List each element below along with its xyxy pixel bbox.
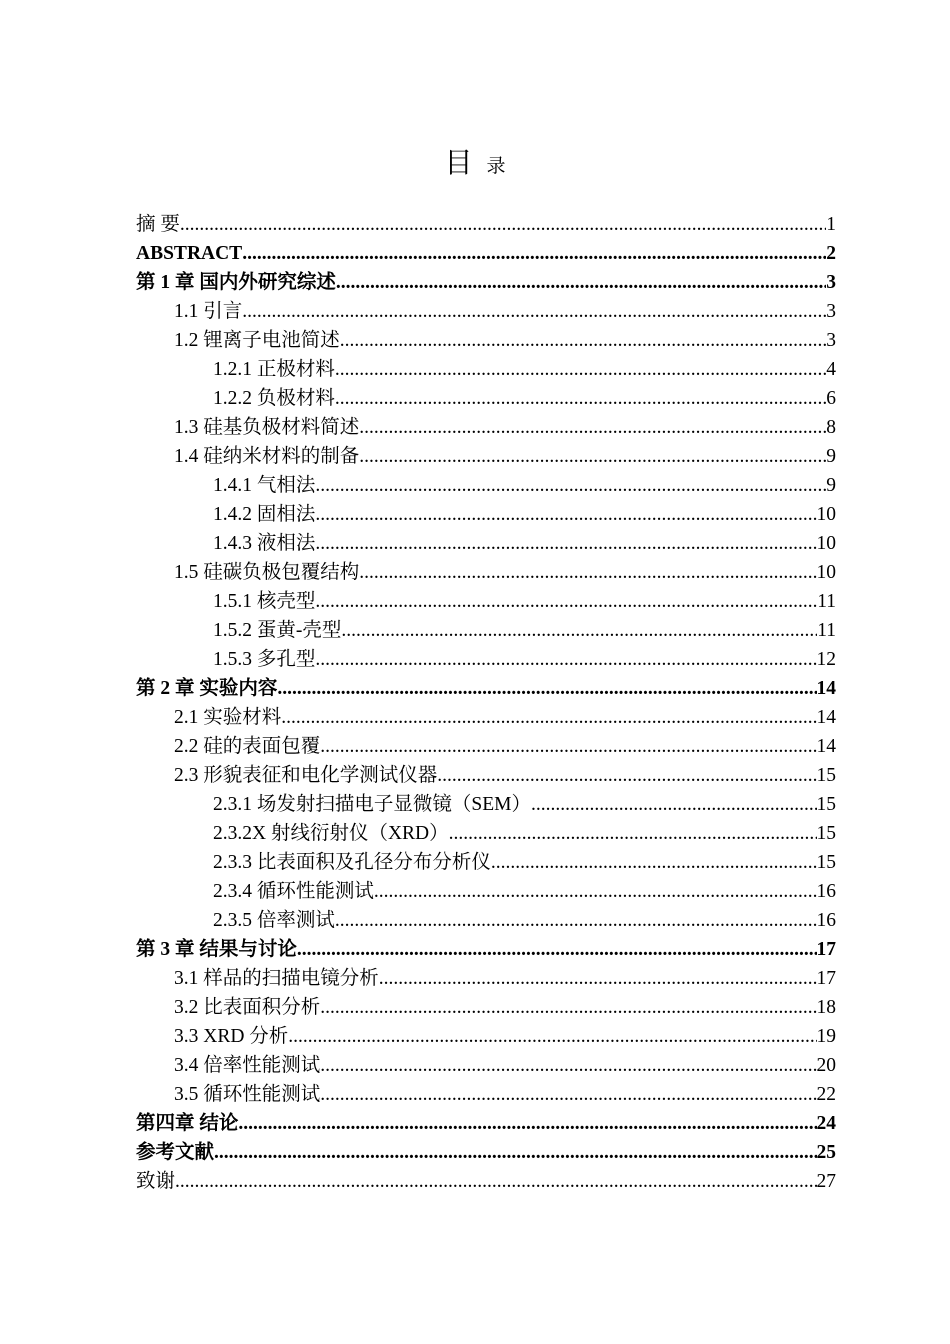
- toc-dot-leader: [315, 471, 826, 500]
- toc-entry-label: 2.3.4 循环性能测试: [213, 881, 374, 902]
- toc-dot-leader: [531, 790, 817, 819]
- toc-entry-page: 16: [816, 910, 836, 931]
- toc-entry-page: 10: [816, 504, 836, 525]
- toc-entry[interactable]: [136, 384, 836, 413]
- toc-entry-label: 2.3.2X 射线衍射仪（XRD）: [213, 823, 449, 844]
- toc-entry-page: 15: [816, 852, 836, 873]
- toc-entry-label: 第 2 章 实验内容: [136, 678, 278, 699]
- toc-entry[interactable]: [136, 1109, 836, 1138]
- toc-entry-label: ABSTRACT: [136, 243, 243, 264]
- toc-entry[interactable]: [136, 993, 836, 1022]
- toc-entry[interactable]: [136, 413, 836, 442]
- toc-entry[interactable]: [136, 1138, 836, 1167]
- toc-entry-page: 9: [826, 446, 836, 467]
- toc-entry-page: 8: [826, 417, 836, 438]
- toc-entry-label: 1.1 引言: [174, 301, 243, 322]
- toc-entry[interactable]: [136, 790, 836, 819]
- toc-entry-label: 3.2 比表面积分析: [174, 997, 321, 1018]
- toc-entry[interactable]: [136, 529, 836, 558]
- toc-entry-page: 14: [816, 678, 836, 699]
- toc-dot-leader: [335, 355, 826, 384]
- toc-entry[interactable]: [136, 268, 836, 297]
- toc-entry-page: 14: [816, 707, 836, 728]
- toc-entry-label: 1.4.3 液相法: [213, 533, 316, 554]
- toc-title-sub: 录: [486, 156, 506, 177]
- toc-entry[interactable]: [136, 587, 836, 616]
- toc-entry[interactable]: [136, 239, 836, 268]
- toc-entry[interactable]: [136, 877, 836, 906]
- toc-title: [0, 146, 950, 185]
- toc-entry[interactable]: [136, 471, 836, 500]
- toc-entry-label: 2.3.3 比表面积及孔径分布分析仪: [213, 852, 491, 873]
- toc-entry-page: 17: [816, 939, 836, 960]
- toc-entry-label: 1.4 硅纳米材料的制备: [174, 446, 360, 467]
- toc-entry-label: 1.3 硅基负极材料简述: [174, 417, 360, 438]
- toc-dot-leader: [315, 529, 816, 558]
- toc-entry-page: 14: [816, 736, 836, 757]
- toc-dot-leader: [359, 558, 816, 587]
- toc-dot-leader: [175, 1167, 816, 1196]
- toc-dot-leader: [491, 848, 817, 877]
- toc-dot-leader: [277, 674, 816, 703]
- toc-dot-leader: [379, 964, 817, 993]
- toc-entry-page: 16: [816, 881, 836, 902]
- toc-entry-label: 1.5.3 多孔型: [213, 649, 316, 670]
- toc-entry-label: 第 3 章 结果与讨论: [136, 939, 297, 960]
- toc-entry-label: 第四章 结论: [136, 1113, 239, 1134]
- toc-entry-page: 3: [826, 272, 836, 293]
- toc-dot-leader: [242, 239, 826, 268]
- toc-entry[interactable]: [136, 935, 836, 964]
- toc-entry[interactable]: [136, 1022, 836, 1051]
- toc-entry-page: 19: [816, 1026, 836, 1047]
- toc-entry-label: 1.5.2 蛋黄-壳型: [213, 620, 342, 641]
- toc-entry-label: 2.3 形貌表征和电化学测试仪器: [174, 765, 438, 786]
- toc-entry-page: 12: [816, 649, 836, 670]
- toc-dot-leader: [297, 935, 817, 964]
- toc-dot-leader: [242, 297, 826, 326]
- toc-dot-leader: [315, 645, 816, 674]
- toc-entry-label: 摘 要: [136, 214, 180, 235]
- toc-entry-label: 3.5 循环性能测试: [174, 1084, 321, 1105]
- toc-entry-label: 1.2.1 正极材料: [213, 359, 335, 380]
- toc-entry-page: 20: [816, 1055, 836, 1076]
- toc-entry-page: 11: [817, 591, 836, 612]
- toc-dot-leader: [359, 442, 826, 471]
- toc-entry[interactable]: [136, 703, 836, 732]
- toc-dot-leader: [214, 1138, 816, 1167]
- toc-dot-leader: [374, 877, 817, 906]
- toc-entry[interactable]: [136, 355, 836, 384]
- toc-entry[interactable]: [136, 210, 836, 239]
- toc-dot-leader: [238, 1109, 816, 1138]
- toc-entry-page: 6: [826, 388, 836, 409]
- toc-entry[interactable]: [136, 1167, 836, 1196]
- toc-dot-leader: [320, 993, 816, 1022]
- table-of-contents: [136, 210, 836, 1196]
- toc-entry[interactable]: [136, 964, 836, 993]
- toc-entry-label: 1.4.2 固相法: [213, 504, 316, 525]
- toc-entry-page: 2: [826, 243, 836, 264]
- toc-entry-page: 22: [816, 1084, 836, 1105]
- toc-entry-page: 15: [816, 765, 836, 786]
- toc-entry-page: 17: [816, 968, 836, 989]
- toc-dot-leader: [281, 703, 816, 732]
- toc-entry-page: 11: [817, 620, 836, 641]
- toc-entry-page: 27: [816, 1171, 836, 1192]
- toc-entry[interactable]: [136, 819, 836, 848]
- toc-dot-leader: [335, 384, 826, 413]
- toc-entry-page: 15: [816, 794, 836, 815]
- toc-dot-leader: [315, 500, 816, 529]
- toc-entry[interactable]: [136, 500, 836, 529]
- toc-entry-page: 15: [816, 823, 836, 844]
- toc-entry-label: 1.2 锂离子电池简述: [174, 330, 340, 351]
- toc-entry-label: 第 1 章 国内外研究综述: [136, 272, 336, 293]
- toc-entry-page: 10: [816, 533, 836, 554]
- toc-entry-label: 2.1 实验材料: [174, 707, 282, 728]
- toc-dot-leader: [340, 326, 826, 355]
- toc-entry[interactable]: [136, 674, 836, 703]
- toc-dot-leader: [180, 210, 826, 239]
- toc-dot-leader: [336, 268, 826, 297]
- toc-entry-label: 1.5.1 核壳型: [213, 591, 316, 612]
- toc-entry[interactable]: [136, 326, 836, 355]
- toc-entry[interactable]: [136, 761, 836, 790]
- toc-entry-label: 参考文献: [136, 1142, 215, 1163]
- toc-dot-leader: [437, 761, 816, 790]
- toc-entry[interactable]: [136, 616, 836, 645]
- toc-dot-leader: [359, 413, 826, 442]
- toc-entry-label: 3.3 XRD 分析: [174, 1026, 289, 1047]
- toc-entry-label: 致谢: [136, 1171, 176, 1192]
- toc-entry-label: 3.4 倍率性能测试: [174, 1055, 321, 1076]
- toc-entry-page: 25: [816, 1142, 836, 1163]
- toc-dot-leader: [315, 587, 817, 616]
- toc-dot-leader: [449, 819, 817, 848]
- toc-entry-page: 3: [826, 330, 836, 351]
- toc-entry-label: 2.2 硅的表面包覆: [174, 736, 321, 757]
- toc-entry-label: 3.1 样品的扫描电镜分析: [174, 968, 379, 989]
- toc-entry[interactable]: [136, 1051, 836, 1080]
- toc-dot-leader: [335, 906, 817, 935]
- toc-entry-page: 24: [816, 1113, 836, 1134]
- toc-dot-leader: [320, 1051, 816, 1080]
- toc-entry[interactable]: [136, 297, 836, 326]
- toc-entry[interactable]: [136, 732, 836, 761]
- toc-entry-page: 9: [826, 475, 836, 496]
- toc-entry-page: 18: [816, 997, 836, 1018]
- toc-dot-leader: [320, 1080, 816, 1109]
- toc-entry-label: 2.3.1 场发射扫描电子显微镜（SEM）: [213, 794, 531, 815]
- toc-entry[interactable]: [136, 906, 836, 935]
- toc-entry-page: 10: [816, 562, 836, 583]
- toc-entry-label: 2.3.5 倍率测试: [213, 910, 335, 931]
- toc-entry[interactable]: [136, 442, 836, 471]
- toc-entry[interactable]: [136, 1080, 836, 1109]
- toc-entry[interactable]: [136, 848, 836, 877]
- toc-entry-page: 3: [826, 301, 836, 322]
- toc-entry-page: 4: [826, 359, 836, 380]
- toc-entry-label: 1.5 硅碳负极包覆结构: [174, 562, 360, 583]
- toc-entry[interactable]: [136, 558, 836, 587]
- toc-entry-page: 1: [826, 214, 836, 235]
- toc-dot-leader: [288, 1022, 816, 1051]
- toc-title-main: 目: [444, 148, 473, 179]
- toc-entry[interactable]: [136, 645, 836, 674]
- toc-dot-leader: [320, 732, 816, 761]
- toc-entry-label: 1.4.1 气相法: [213, 475, 316, 496]
- toc-dot-leader: [341, 616, 817, 645]
- toc-entry-label: 1.2.2 负极材料: [213, 388, 335, 409]
